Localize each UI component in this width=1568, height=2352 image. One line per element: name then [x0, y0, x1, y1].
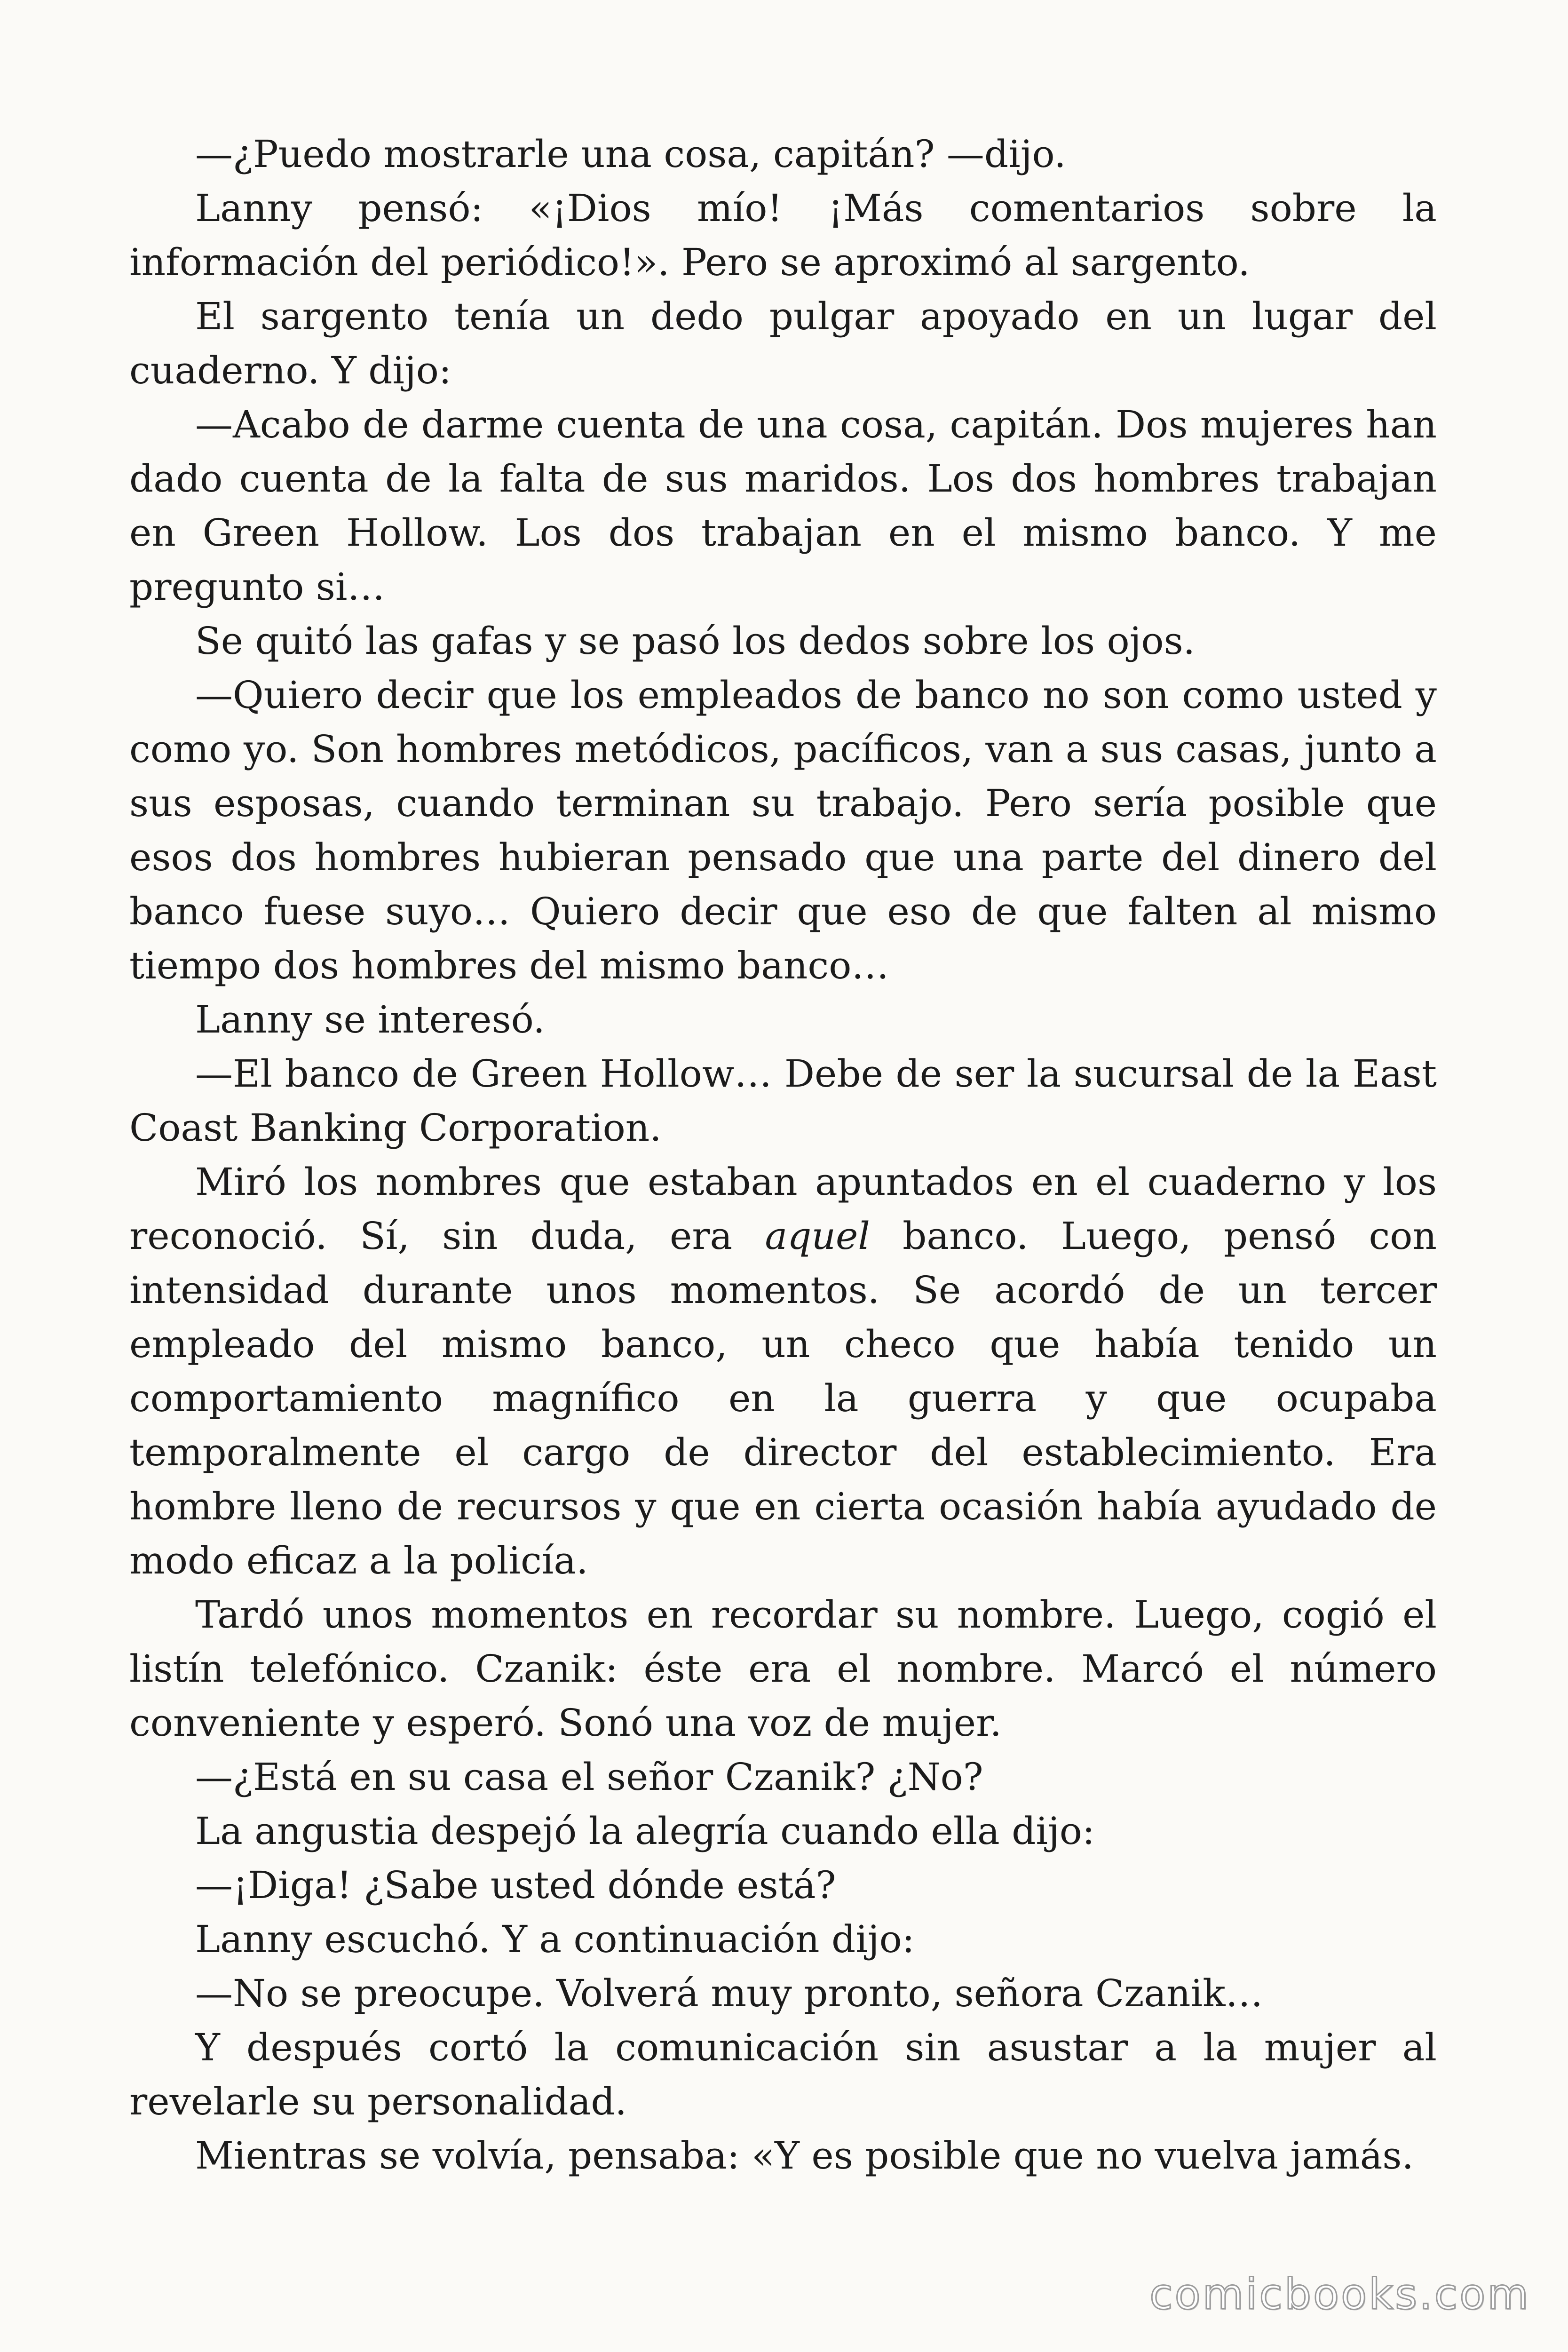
watermark: comicbooks.com [1149, 2270, 1530, 2319]
paragraph: —Quiero decir que los empleados de banco no son como usted y como yo. Son hombres metódicos, pacíficos, van a sus casas, junto a sus esposas, cuando terminan su trabajo. Pero sería posible que esos dos hombres hubieran pensado que una parte del dinero del banco fuese suyo… Quiero decir que eso de que falten al mismo tiempo dos hombres del mismo banco… [129, 673, 1437, 987]
paragraph: —¡Diga! ¿Sabe usted dónde está? [195, 1863, 836, 1907]
paragraph: Y después cortó la comunicación sin asustar a la mujer al revelarle su personalidad. [129, 2026, 1437, 2123]
paragraph: Se quitó las gafas y se pasó los dedos sobre los ojos. [195, 619, 1196, 663]
paragraph: Lanny pensó: «¡Dios mío! ¡Más comentarios sobre la información del periódico!». Pero se aproximó al sargento. [129, 186, 1437, 284]
paragraph: Tardó unos momentos en recordar su nombre. Luego, cogió el listín telefónico. Czanik: éste era el nombre. Marcó el número conveniente y esperó. Sonó una voz de mujer. [129, 1593, 1437, 1745]
paragraph: —No se preocupe. Volverá muy pronto, señora Czanik… [195, 1971, 1263, 2015]
paragraph: Mientras se volvía, pensaba: «Y es posible que no vuelva jamás. [195, 2134, 1414, 2177]
italic-word: aquel [765, 1214, 870, 1258]
paragraph: Lanny escuchó. Y a continuación dijo: [195, 1917, 915, 1961]
paragraph: Lanny se interesó. [195, 998, 545, 1041]
paragraph-text: banco. Luego, pensó con intensidad durante unos momentos. Se acordó de un tercer empleado del mismo banco, un checo que había tenido un comportamiento magnífico en la guerra y que ocupaba temporalmente el cargo de director del establecimiento. Era hombre lleno de recursos y que en cierta ocasión había ayudado de modo eficaz a la policía. [129, 1214, 1437, 1582]
paragraph: —El banco de Green Hollow… Debe de ser la sucursal de la East Coast Banking Corporation. [129, 1052, 1437, 1150]
paragraph: El sargento tenía un dedo pulgar apoyado en un lugar del cuaderno. Y dijo: [129, 294, 1437, 392]
paragraph-text: Miró los nombres que estaban apuntados en el cuaderno y los reconoció. Sí, sin duda, era [129, 1160, 1437, 1258]
paragraph: —¿Está en su casa el señor Czanik? ¿No? [195, 1755, 983, 1799]
paragraph: —Acabo de darme cuenta de una cosa, capitán. Dos mujeres han dado cuenta de la falta de sus maridos. Los dos hombres trabajan en Green Hollow. Los dos trabajan en el mismo banco. Y me pregunto si… [129, 403, 1437, 609]
page-body [129, 127, 1437, 2183]
paragraph [129, 1155, 1437, 1588]
paragraph: —¿Puedo mostrarle una cosa, capitán? —dijo. [195, 132, 1066, 176]
paragraph: La angustia despejó la alegría cuando ella dijo: [195, 1809, 1095, 1853]
